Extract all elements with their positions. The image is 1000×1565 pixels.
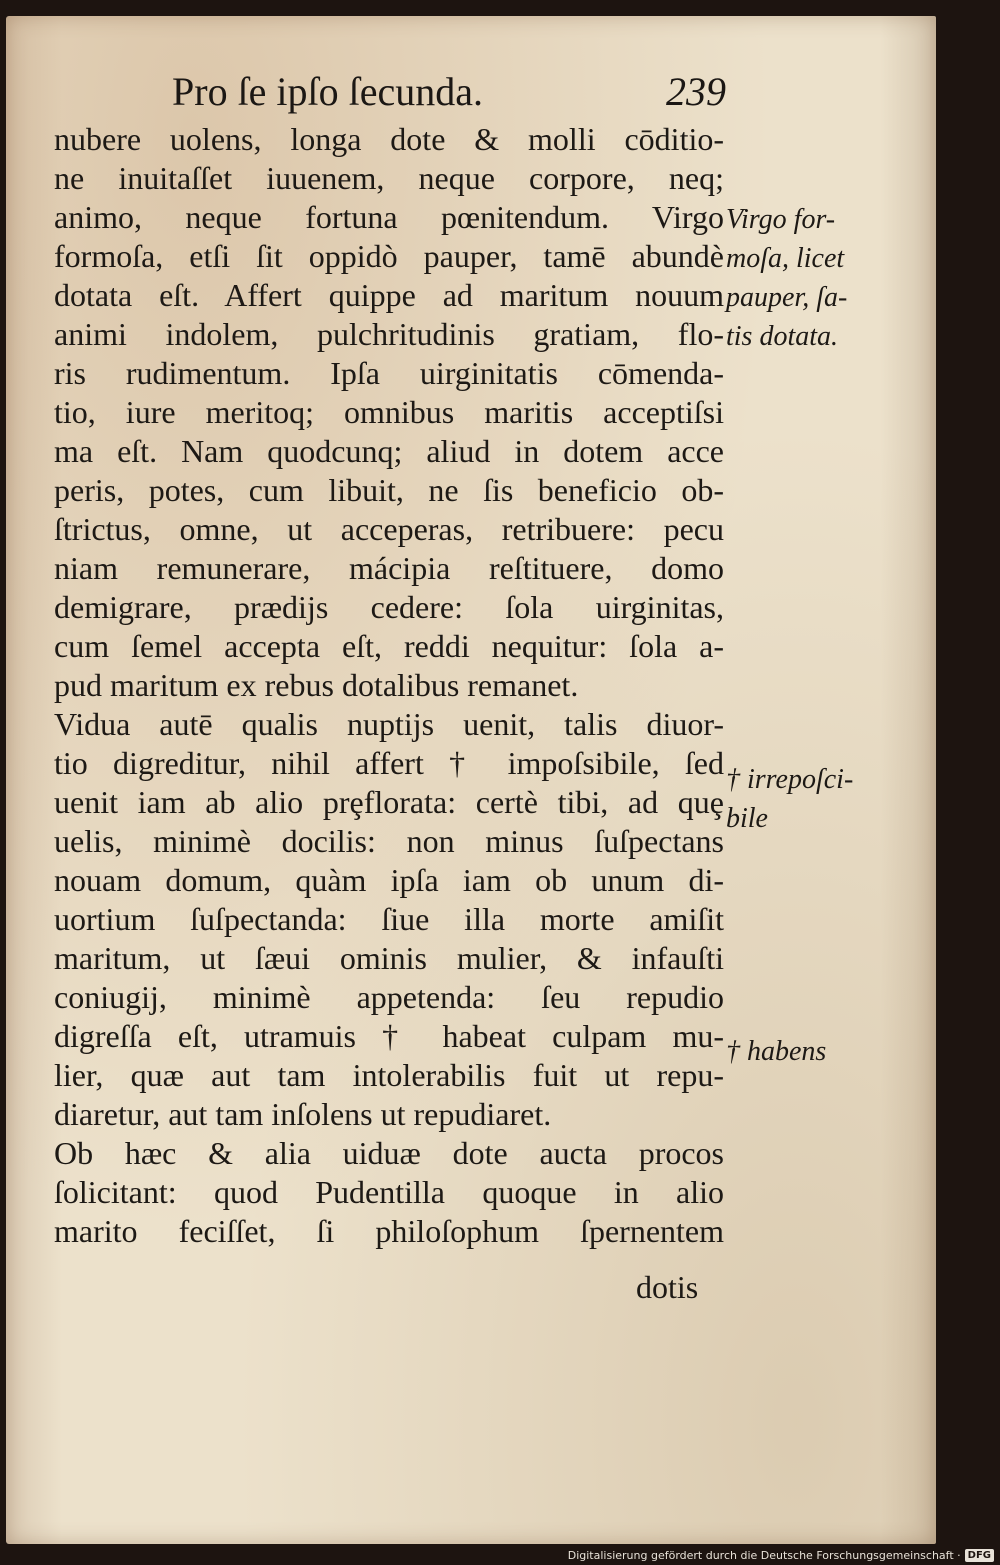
margin-note-habens [726, 1032, 826, 1071]
text-line: pud maritum ex rebus dotalibus remanet. [54, 667, 579, 703]
digitization-footer [568, 1547, 994, 1563]
margin-note-virgo [726, 200, 847, 356]
running-header [172, 58, 732, 118]
text-line: Vidua autē qualis nuptijs uenit, talis diuor- [54, 706, 724, 742]
text-line: ſtrictus, omne, ut acceperas, retribuere: pecu [54, 511, 724, 547]
running-title: Pro ſe ipſo ſecunda. [172, 69, 484, 114]
text-line: demigrare, prædijs cedere: ſola uirginitas, [54, 589, 724, 625]
margin-note-irreposcibile [726, 760, 853, 838]
text-line: uenit iam ab alio prȩflorata: certè tibi, ad quȩ [54, 784, 724, 820]
text-line: animi indolem, pulchritudinis gratiam, flo- [54, 316, 724, 352]
margin-note-line: † habens [726, 1036, 827, 1067]
margin-note-line: Virgo for- [726, 204, 836, 235]
text-line: nubere uolens, longa dote & molli cōditio- [54, 121, 724, 157]
text-line: digreſſa eſt, utramuis † habeat culpam mu- [54, 1018, 724, 1054]
page-number: 239 [666, 69, 726, 114]
margin-note-line: bile [726, 803, 768, 834]
text-line: ma eſt. Nam quodcunq; aliud in dotem acce [54, 433, 724, 469]
text-line: Ob hæc & alia uiduæ dote aucta procos [54, 1135, 724, 1171]
text-line: maritum, ut ſæui ominis mulier, & infauſti [54, 940, 724, 976]
margin-note-line: moſa, licet [726, 243, 845, 274]
text-line: animo, neque fortuna pœnitendum. Virgo [54, 199, 724, 235]
text-line: ſolicitant: quod Pudentilla quoque in alio [54, 1174, 724, 1210]
footer-text: Digitalisierung gefördert durch die Deutsche Forschungsgemeinschaft · [567, 1548, 961, 1562]
text-line: marito feciſſet, ſi philoſophum ſpernentem [54, 1213, 724, 1249]
text-line: cum ſemel accepta eſt, reddi nequitur: ſola a- [54, 628, 724, 664]
text-line: uelis, minimè docilis: non minus ſuſpectans [54, 823, 724, 859]
text-line: formoſa, etſi ſit oppidò pauper, tamē abundè [54, 238, 724, 274]
dfg-logo-icon: DFG [965, 1549, 994, 1562]
text-line: tio, iure meritoq; omnibus maritis acceptiſsi [54, 394, 724, 430]
margin-note-line: † irrepoſci- [726, 764, 854, 795]
text-line: uortium ſuſpectanda: ſiue illa morte amiſit [54, 901, 724, 937]
text-line: tio digreditur, nihil affert † impoſsibile, ſed [54, 745, 724, 781]
text-line: peris, potes, cum libuit, ne ſis beneficio ob- [54, 472, 724, 508]
text-line: nouam domum, quàm ipſa iam ob unum di- [54, 862, 724, 898]
text-line: ne inuitaſſet iuuenem, neque corpore, neq; [54, 160, 724, 196]
margin-note-line: pauper, ſa- [726, 282, 848, 313]
margin-note-line: tis dotata. [726, 321, 839, 352]
catchword: dotis [636, 1269, 699, 1305]
text-line: diaretur, aut tam inſolens ut repudiaret. [54, 1096, 552, 1132]
text-line: dotata eſt. Affert quippe ad maritum nouum [54, 277, 724, 313]
text-line: lier, quæ aut tam intolerabilis fuit ut repu- [54, 1057, 724, 1093]
text-line: niam remunerare, mácipia reſtituere, domo [54, 550, 724, 586]
text-line: ris rudimentum. Ipſa uirginitatis cōmenda- [54, 355, 724, 391]
text-line: coniugij, minimè appetenda: ſeu repudio [54, 979, 724, 1015]
main-text-block [54, 120, 724, 1251]
